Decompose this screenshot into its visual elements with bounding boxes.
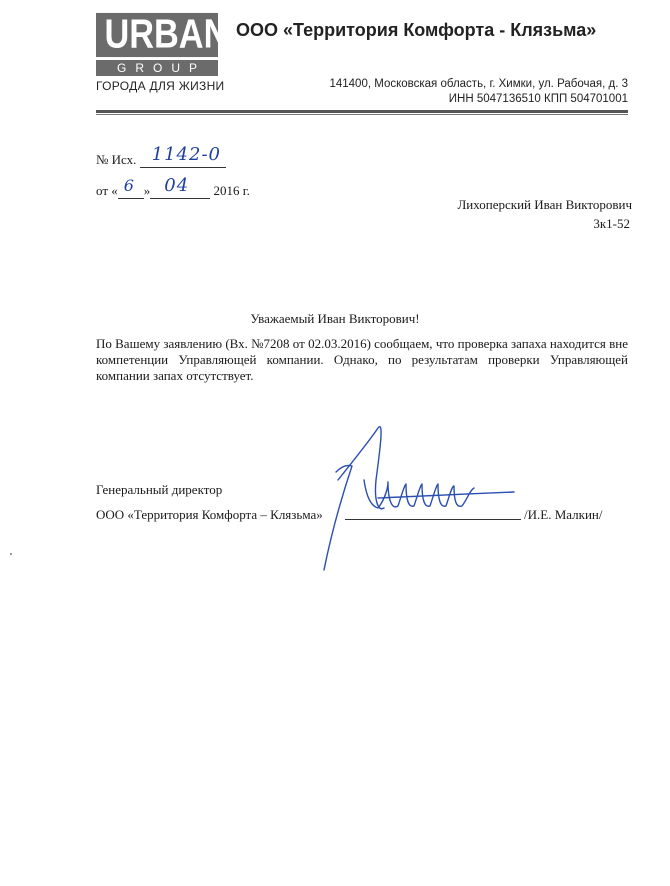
- date-day: 6: [123, 176, 135, 195]
- recipient-address: 3к1-52: [593, 216, 630, 231]
- outgoing-number: [96, 144, 226, 168]
- outgoing-date: [96, 175, 250, 199]
- date-day-close: »: [143, 183, 151, 198]
- letter-body: По Вашему заявлению (Вх. №7208 от 02.03.2016) сообщаем, что проверка запаха находится вне компетенции Управляющей компании. Однако, по результатам проверки Управляющей компании запах отсутствует.: [96, 336, 628, 383]
- company-address: 141400, Московская область, г. Химки, ул. Рабочая, д. 3: [329, 78, 628, 90]
- letter-greeting: Уважаемый Иван Викторович!: [250, 311, 420, 326]
- logo-wordmark: URBAN: [104, 11, 229, 58]
- signatory-name: /И.Е. Малкин/: [524, 507, 603, 522]
- company-inn-kpp: ИНН 5047136510 КПП 504701001: [448, 93, 628, 105]
- recipient-name: Лихоперский Иван Викторович: [457, 197, 632, 212]
- scan-speck: [10, 553, 12, 555]
- header-divider-thin: [96, 114, 628, 115]
- date-month-field: [150, 175, 210, 199]
- signatory-company: ООО «Территория Комфорта – Клязьма»: [96, 507, 323, 522]
- outgoing-number-field: [140, 144, 226, 168]
- company-name: ООО «Территория Комфорта - Клязьма»: [236, 20, 597, 40]
- logo-subtitle: GROUP: [96, 60, 218, 76]
- company-logo: [96, 11, 229, 58]
- date-year: 2016 г.: [213, 183, 250, 198]
- outgoing-number-value: 1142-0: [151, 144, 221, 165]
- header-divider: [96, 110, 628, 113]
- signatory-title: Генеральный директор: [96, 482, 223, 497]
- logo-tagline: ГОРОДА ДЛЯ ЖИЗНИ: [96, 79, 225, 93]
- handwritten-signature: [318, 420, 518, 580]
- date-month: 04: [164, 175, 190, 196]
- date-day-field: [118, 176, 144, 199]
- date-prefix: от «: [96, 183, 118, 198]
- outgoing-number-label: № Исх.: [96, 152, 137, 167]
